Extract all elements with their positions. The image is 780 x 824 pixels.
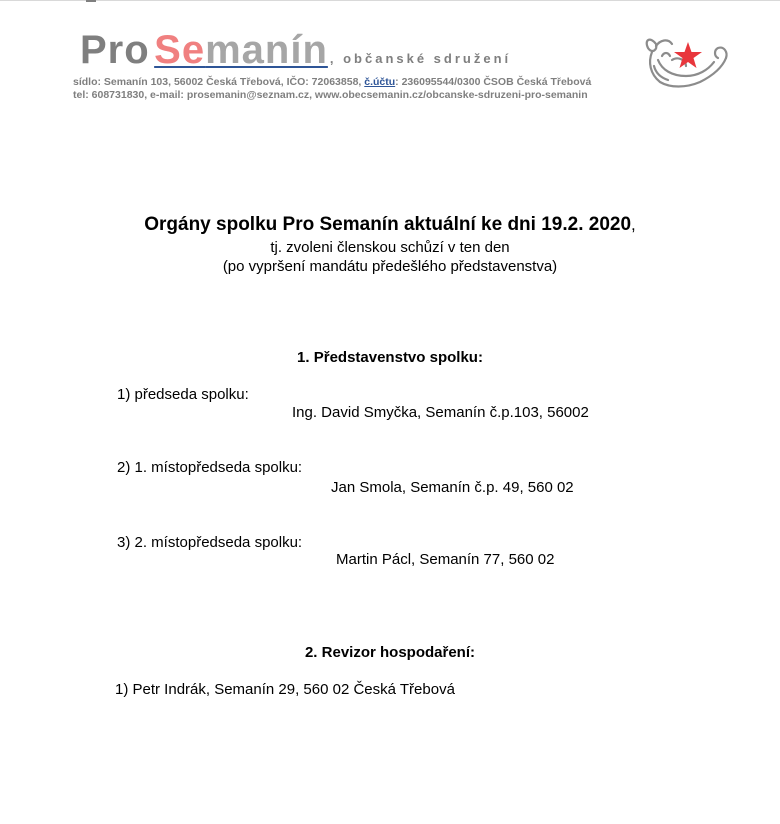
name-manin: manín: [205, 28, 328, 72]
person-chairman: Ing. David Smyčka, Semanín č.p.103, 56002: [292, 404, 589, 421]
person-vice-chairman-1: Jan Smola, Semanín č.p. 49, 560 02: [331, 479, 574, 496]
section-heading-board: 1. Představenstvo spolku:: [297, 349, 483, 366]
role-vice-chairman-2: 3) 2. místopředseda spolku:: [117, 534, 303, 551]
address-post: : 236095544/0300 ČSOB Česká Třebová: [395, 76, 592, 88]
address-line: [73, 76, 591, 88]
top-border: [0, 0, 780, 1]
account-link[interactable]: č.účtu: [364, 76, 396, 88]
name-se-highlight: Se: [154, 28, 206, 72]
role-chairman: 1) předseda spolku:: [117, 386, 249, 403]
organization-subtitle: , občanské sdružení: [329, 51, 512, 66]
address-pre: sídlo: Semanín 103, 56002 Česká Třebová, IČO: 72063858,: [73, 76, 365, 88]
goat-star-logo: [642, 30, 730, 92]
organization-name: [80, 28, 511, 73]
title-comma: ,: [631, 215, 636, 234]
name-semanin: [154, 28, 328, 72]
star-icon: [674, 42, 702, 68]
person-vice-chairman-2: Martin Pácl, Semanín 77, 560 02: [336, 551, 555, 568]
section-heading-auditor: 2. Revizor hospodaření:: [304, 644, 476, 661]
auditor-entry: 1) Petr Indrák, Semanín 29, 560 02 Česká Třebová: [115, 681, 455, 698]
contact-line: tel: 608731830, e-mail: prosemanin@seznam.cz, www.obecsemanin.cz/obcanske-sdruzeni-pro-semanin: [73, 89, 588, 101]
title-text: Orgány spolku Pro Semanín aktuální ke dni 19.2. 2020: [144, 214, 632, 235]
document-subtitle-1: tj. zvoleni členskou schůzí v ten den: [270, 239, 510, 256]
role-vice-chairman-1: 2) 1. místopředseda spolku:: [117, 459, 303, 476]
document-subtitle-2: (po vypršení mandátu předešlého představenstva): [222, 258, 558, 275]
top-mark: [86, 0, 96, 2]
name-pro: Pro: [80, 28, 150, 72]
document-title: [0, 214, 780, 236]
